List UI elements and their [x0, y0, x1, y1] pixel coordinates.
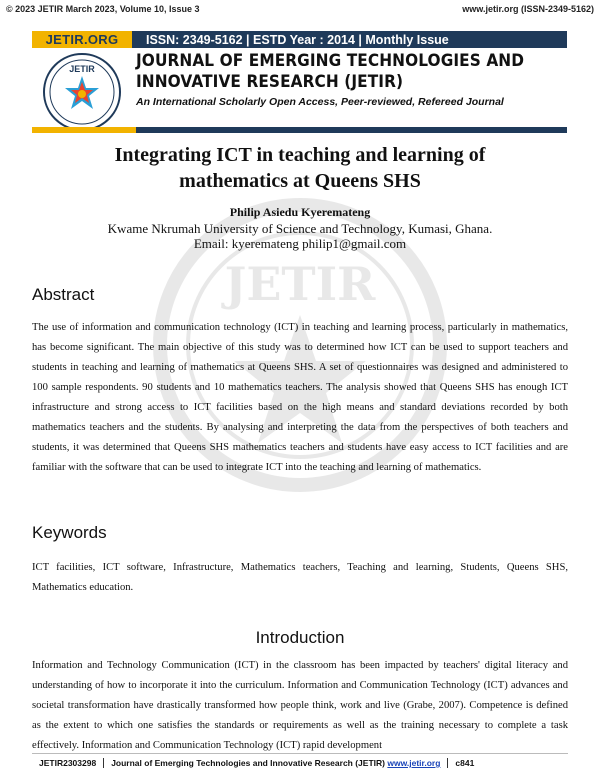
banner-issn-text: ISSN: 2349-5162 | ESTD Year : 2014 | Monthly Issue — [146, 32, 449, 47]
paper-title — [40, 142, 560, 194]
page-footer — [32, 756, 568, 770]
footer-paper-id: JETIR2303298 — [32, 758, 104, 768]
header-rule-navy — [136, 127, 567, 133]
footer-rule — [32, 753, 568, 754]
abstract-heading: Abstract — [32, 285, 95, 304]
emblem-label: JETIR — [69, 64, 95, 74]
journal-tagline: An International Scholarly Open Access, Peer-reviewed, Refereed Journal — [136, 96, 504, 108]
footer-journal-name: Journal of Emerging Technologies and Innovative Research (JETIR) — [111, 758, 385, 768]
journal-name-line2: INNOVATIVE RESEARCH (JETIR) — [136, 72, 404, 91]
running-header — [6, 4, 594, 16]
footer-website-link[interactable]: www.jetir.org — [387, 758, 441, 768]
header-rule-gold — [32, 127, 136, 133]
watermark-text: JETIR — [224, 257, 376, 311]
citation-text: © 2023 JETIR March 2023, Volume 10, Issue 3 — [6, 4, 200, 14]
journal-name-line1: JOURNAL OF EMERGING TECHNOLOGIES AND — [136, 51, 525, 70]
footer-journal — [104, 758, 448, 768]
footer-page-number: c841 — [455, 758, 475, 768]
keywords-text: ICT facilities, ICT software, Infrastructure, Mathematics teachers, Teaching and learning, Students, Queens SHS, Mathematics education. — [32, 562, 568, 593]
logo-text: JETIR.ORG — [32, 31, 132, 48]
introduction-text: Information and Technology Communication (ICT) in the classroom has been impacted by teachers' digital literacy and understanding of how to incorporate it into the curriculum. Information and Communication Technology (ICT) advances and societal transformation have drastically transformed how people think, work and live (Grabe, 2007). Competence is defined as the extent to which one satisfies the standards or requirements as well as the training necessary to complete a task effectively. Information and Communication Technology (ICT) rapid development — [32, 660, 568, 751]
author-name: Philip Asiedu Kyeremateng — [229, 205, 371, 219]
journal-emblem-icon — [42, 52, 122, 132]
author-email: Email: kyeremateng philip1@gmail.com — [193, 236, 407, 251]
paper-title-line2: mathematics at Queens SHS — [179, 170, 421, 192]
journal-name — [136, 50, 536, 92]
introduction-heading: Introduction — [255, 628, 345, 647]
website-issn-text: www.jetir.org (ISSN-2349-5162) — [462, 4, 594, 14]
keywords-heading: Keywords — [32, 523, 107, 542]
abstract-text: The use of information and communication technology (ICT) in teaching and learning process, particularly in mathematics, has become significant. The main objective of this study was to determined how ICT can be used to support teachers and students in teaching and learning of mathematics at Queens SHS. A set of questionnaires was designed and administered to 100 sample respondents. 90 students and 10 mathematics teachers. The analysis showed that Queens SHS has enough ICT infrastructure and strong access to ICT facilities based on the high means and standard deviations recorded by both mathematics teachers and the students. By analysing and interpreting the data from the perspectives of both teachers and students, it was determined that Queens SHS mathematics teachers and students have easy access to ICT facilities and are familiar with the software that can be used to integrate ICT into the teaching and learning of mathematics. — [32, 322, 568, 473]
paper-title-line1: Integrating ICT in teaching and learning of — [114, 144, 486, 166]
author-affiliation: Kwame Nkrumah University of Science and Technology, Kumasi, Ghana. — [107, 221, 493, 236]
